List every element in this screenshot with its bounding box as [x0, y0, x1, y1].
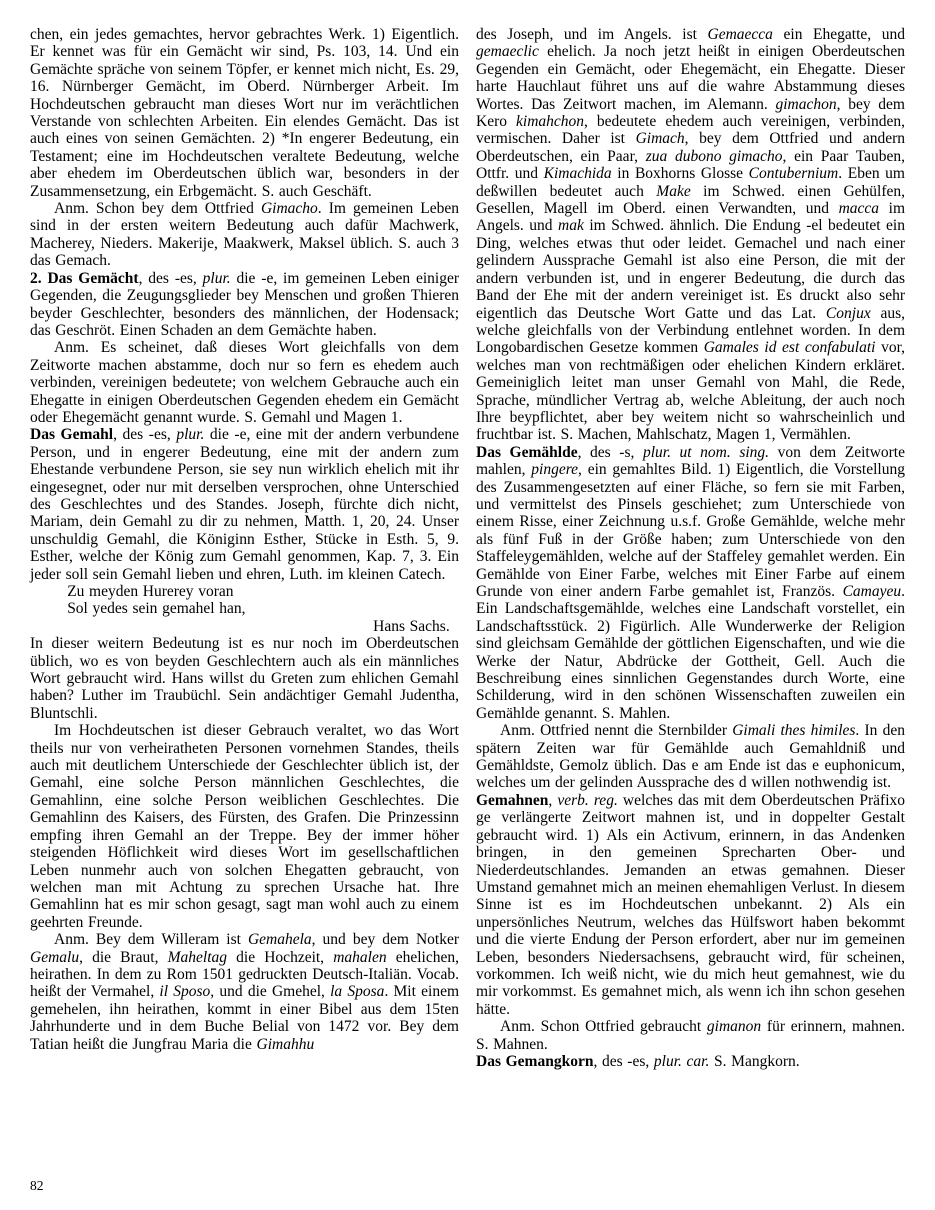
paragraph — [67, 583, 459, 600]
text-run: , des -es, — [593, 1052, 654, 1070]
paragraph — [30, 931, 459, 1053]
text-run: vor, welches man von rechtmäßigen oder ehelichen Kindern erkläret. Gemeiniglich leitet man unser Gemahl von Mahl, die Rede, Sprache, mündlicher Vertrag ab, welche Ableitung, der auch noch Ihre beypflichtet, aber bey weitem nicht so wahrscheinlich und fruchtbar ist. S. Machen, Mahlschatz, Magen 1, Vermählen. — [476, 339, 905, 444]
italic-term: Gimali thes himiles — [732, 722, 856, 740]
italic-term: Contubernium — [748, 165, 839, 183]
headword: Das Gemahl — [30, 426, 114, 444]
paragraph — [30, 339, 459, 426]
text-run: Anm. Schon Ottfried gebraucht — [500, 1018, 707, 1036]
paragraph — [476, 26, 905, 444]
italic-term: la Sposa — [330, 983, 385, 1001]
headword: Das Gemangkorn — [476, 1052, 594, 1070]
paragraph — [30, 270, 459, 340]
paragraph — [30, 26, 459, 200]
paragraph — [30, 635, 459, 722]
text-run: , des -s, — [577, 443, 643, 461]
text-run: S. Mangkorn. — [709, 1052, 800, 1070]
text-run: . Ein Landschaftsgemählde, welches eine Landschaft vorstellet, ein Landschaftsstück. 2) Figürlich. Alle Wunderwerke der Religion sind gleichsam Gemählde der göttlichen Eigenschaften, und wie die Werke der Natur, Abdrücke der Gottheit, Gell. Auch die Beschreibung eines sinnlichen Gegenstandes durch Worte, eine Schilderung, wird in den schönen Wissenschaften zuweilen ein Gemählde genannt. S. Mahlen. — [476, 583, 905, 722]
italic-term: il Sposo — [159, 983, 211, 1001]
italic-term: pingere — [531, 461, 579, 479]
text-run: . In den spätern Zeiten war für Gemählde auch Gemahldniß und Gemähldste, Gemolz üblich. Das e am Ende ist das e euphonicum, welches um der gelinden Aussprache des d willen nothwendig ist. — [476, 722, 905, 792]
text-run: welches das mit dem Oberdeutschen Präfixo ge verlängerte Zeitwort mahnen ist, und in doppelter Gestalt gebraucht wird. 1) Als ein Activum, erinnern, in das Andenken bringen, in den gemeinen Sprecharten Ober- und Niederdeutschlandes. Jemanden an etwas gemahnen. Dieser Umstand gemahnet mich an meinen ehemahligen Verlust. In diesem Sinne ist es im Hochdeutschen unbekannt. 2) Als ein unpersönliches Neutrum, welches das Hülfswort haben bekommt und die vierte Endung der Person erfordert, aber nur im gemeinen Leben, besonders Niedersachsens, gebraucht wird, für scheinen, vorkommen. Ich weiß nicht, wie du mich heut gemahnest, wie du mir vorkommst. Es gemahnet mich, als wenn ich ihn schon gesehen hätte. — [476, 791, 905, 1018]
text-run: ehelichen, heirathen. In dem zu Rom 1501 gedruckten Deutsch-Italiän. Vocab. heißt der Vermahel, — [30, 948, 459, 1001]
text-run: die Hochzeit, — [227, 948, 334, 966]
italic-term: kimahchon — [516, 113, 585, 131]
italic-term: Conjux — [825, 304, 871, 322]
text-run: , und bey dem Notker — [311, 931, 459, 949]
text-run: , bey dem Kero — [476, 95, 905, 131]
text-run: Im Hochdeutschen ist dieser Gebrauch veraltet, wo das Wort theils nur von verheiratheten Personen vornehmen Standes, theils auch mit deutlichem Unterschiede der Geschlechter üblich ist, der Gemahl, eine solche Person männlichen Geschlechtes, die Gemahlinn, eine solche Person weiblichen Geschlechtes. Die Gemahlinn des Kaisers, des Fürsten, des Grafen. Die Prinzessinn empfing ihren Gemahl an der Treppe. Bey der immer höher steigenden Höflichkeit wird dieses Wort im gesellschaftlichen Leben nunmehr auch von solchen Ehegatten gebraucht, von welchen man mit Achtung zu sprechen Ursache hat. Ihre Gemahlinn hat es mir schon gesagt, sagt man wohl auch zu einem geehrten Freunde. — [30, 722, 459, 931]
text-run: , — [548, 791, 558, 809]
italic-term: gemaeclic — [476, 43, 539, 61]
text-run: aus, welche gleichfalls von der Verbindung entlehnet worden. In dem Longobardischen Gesetze kommen — [476, 304, 906, 357]
text-run: Hans Sachs. — [373, 617, 450, 635]
text-run: Anm. Schon bey dem Ottfried — [54, 200, 261, 218]
italic-term: Make — [656, 182, 691, 200]
text-columns — [30, 26, 905, 1070]
text-run: In dieser weitern Bedeutung ist es nur noch im Oberdeutschen üblich, wo es von beyden Geschlechtern auch als ein männliches Wort gebraucht wird. Hans willst du Greten zum ehlichen Gemahl haben? Luther im Traubüchl. Sein andächtiger Gemahl Judentha, Bluntschli. — [30, 635, 459, 722]
text-run: im Angels. und — [476, 200, 906, 235]
paragraph — [476, 444, 905, 723]
italic-term: plur. — [176, 426, 205, 444]
text-run: chen, ein jedes gemachtes, hervor gebrachtes Werk. 1) Eigentlich. Er kennet was für ein Gemächt wir sind, Ps. 103, 14. Und ein Gemächte spräche von seinem Töpfer, er kennet mich nicht, Es. 29, 16. Nürnberger Gemächt, im Oberd. Nürnberger Arbeit. Im Hochdeutschen gebraucht man dieses Wort nur im verächtlichen Verstande von schlechten Arbeiten. Ein elendes Gemächt. Das ist auch eines von seinen Gemächten. 2) *In engerer Bedeutung, ein Testament; eine im Hochdeutschen veraltete Bedeutung, welche aber ehedem im Oberdeutschen üblich war, besonders in der Zusammensetzung, ein Erbgemächt. S. auch Geschäft. — [30, 26, 459, 200]
right-column — [476, 26, 905, 1070]
text-run: . Im gemeinen Leben sind in der ersten weitern Bedeutung auch dafür Machwerk, Macherey, Nieders. Makerije, Maakwerk, Maksel üblich. S. auch 3 das Gemach. — [30, 200, 459, 270]
paragraph — [476, 722, 905, 792]
text-run: , des -es, — [138, 269, 203, 287]
paragraph — [30, 618, 459, 635]
text-run: , ein Paar Tauben, Ottfr. und — [476, 147, 905, 183]
text-run: die -e, eine mit der andern verbundene Person, und in engerer Bedeutung, eine mit der andern zum Ehestande verbundene Person, sie sey nun wirklich ehelich mit ihr eingesegnet, oder nur mit derselben versprochen, ohne Unterschied des Geschlechtes und des Standes. Joseph, fürchte dich nicht, Mariam, dein Gemahl zu dir zu nehmen, Matth. 1, 20, 24. Unser unschuldig Gemahl, die Königinn Esther, Stücke in Esth. 5, 9. Esther, welche der König zum Gemahl genommen, Kap. 7, 3. Ein jeder soll sein Gemahl lieben und ehren, Luth. im kleinen Catech. — [30, 426, 460, 583]
italic-term: Gimahhu — [256, 1035, 315, 1053]
text-run: , des -es, — [113, 426, 177, 444]
paragraph — [30, 426, 459, 583]
paragraph — [476, 792, 905, 1018]
text-run: die -e, im gemeinen Leben einiger Gegenden, die Zeugungsglieder bey Menschen und großen Thieren beyder Geschlechter, besonders des männlichen, der Hodensack; das Geschröt. Einen Schaden an dem Gemächte haben. — [30, 269, 459, 339]
paragraph — [30, 722, 459, 931]
text-run: Anm. Es scheinet, daß dieses Wort gleichfalls von dem Zeitworte machen abstamme, doch nur so fern es ehedem auch verbinden, vereinigen bedeutete; von welchem Gebrauche auch ein Ehegatte in einigen Oberdeutschen Gegenden ehedem ein Gemächt oder Ehegemächt genannt wurde. S. Gemahl und Magen 1. — [30, 339, 459, 426]
text-run: ehelich. Ja noch jetzt heißt in einigen Oberdeutschen Gegenden ein Gemächt, oder Ehegemächt, ein Ehegatte. Dieser harte Hauchlaut führet uns auf die wahre Abstammung dieses Wortes. Das Zeitwort machen, im Alemann. — [476, 43, 905, 113]
italic-term: macca — [838, 200, 880, 218]
text-run: . Eben um deßwillen bedeutet auch — [476, 165, 905, 200]
text-run: Anm. Bey dem Willeram ist — [54, 931, 248, 949]
text-run: , die Braut, — [79, 948, 168, 966]
text-run: im Schwed. ähnlich. Die Endung -el bedeutet ein Ding, welches etwas thut oder leidet. Gemachel und nach einer gelindern Aussprache Gemahl ist also eine Person, die mit der andern verbunden ist, und in engerer Bedeutung, die durch das Band der Ehe mit der andern vereiniget ist. Es druckt also sehr eigentlich das Deutsche Wort Gatte und das Lat. — [476, 217, 905, 322]
paragraph — [476, 1053, 905, 1070]
italic-term: plur. ut nom. sing. — [642, 443, 770, 461]
text-run: , bey dem Ottfried und andern Oberdeutschen, ein Paar, — [476, 130, 905, 165]
text-run: in Boxhorns Glosse — [611, 165, 749, 183]
text-run: ein Ehegatte, und — [772, 26, 905, 43]
text-run: Zu meyden Hurerey voran — [67, 583, 234, 600]
headword: Das Gemählde — [476, 443, 578, 461]
page-number: 82 — [30, 1178, 44, 1193]
italic-term: Gemaecca — [707, 26, 773, 43]
left-column — [30, 26, 459, 1070]
italic-term: Gemalu — [30, 948, 80, 966]
paragraph — [476, 1018, 905, 1053]
italic-term: Kimachida — [543, 165, 612, 183]
paragraph — [67, 600, 459, 617]
text-run: des Joseph, und im Angels. ist — [476, 26, 708, 43]
italic-term: Gimach — [635, 130, 685, 148]
italic-term: Maheltag — [167, 948, 228, 966]
italic-term: gimachon — [775, 95, 837, 113]
text-run: von dem Zeitworte mahlen, — [476, 443, 905, 479]
italic-term: plur. — [202, 269, 231, 287]
text-run: Anm. Ottfried nennt die Sternbilder — [500, 722, 733, 740]
text-run: . Mit einem gemehelen, ihn heirathen, kommt in einer Bibel aus dem 15ten Jahrhunderte und in dem Buche Belial von 1472 vor. Bey dem Tatian heißt die Jungfrau Maria die — [30, 983, 460, 1053]
text-run: , und die Gmehel, — [210, 983, 331, 1001]
text-run: , ein gemahltes Bild. 1) Eigentlich, die Vorstellung des Zusammengesetzten auf einer Fläche, so fern sie mit Farben, und vermittelst des Pinsels geschiehet; zum Unterschiede von einem Risse, einer Zeichnung u.s.f. Große Gemählde, welche mehr als fünf Fuß in der Größe haben; zum Unterschiede von den Staffeleygemählden, welche auf der Staffeley gemahlet werden. Ein Gemählde von Einer Farbe, welches mit Einer Farbe auf einem Grunde von einer andern Farbe gemahlet ist, Französ. — [476, 461, 905, 600]
italic-term: Camayeu — [842, 583, 902, 600]
text-run: Sol yedes sein gemahel han, — [67, 600, 246, 618]
text-run: im Schwed. einen Gehülfen, Gesellen, Magell im Oberd. einen Verwandten, und — [476, 182, 905, 218]
headword: Gemahnen — [476, 791, 549, 809]
headword: 2. Das Gemächt — [30, 269, 139, 287]
italic-term: zua dubono gimacho — [645, 147, 783, 165]
italic-term: mak — [558, 217, 584, 235]
italic-term: Gamales id est confabulati — [703, 339, 876, 357]
text-run: für erinnern, mahnen. S. Mahnen. — [476, 1018, 905, 1053]
text-run: , bedeutete ehedem auch vereinigen, verbinden, vermischen. Daher ist — [476, 113, 905, 148]
italic-term: plur. car. — [653, 1052, 710, 1070]
italic-term: verb. reg. — [557, 791, 618, 809]
italic-term: Gemahela — [247, 931, 312, 949]
italic-term: mahalen — [333, 948, 387, 966]
italic-term: Gimacho — [260, 200, 318, 218]
italic-term: gimanon — [706, 1018, 762, 1036]
paragraph — [30, 200, 459, 270]
